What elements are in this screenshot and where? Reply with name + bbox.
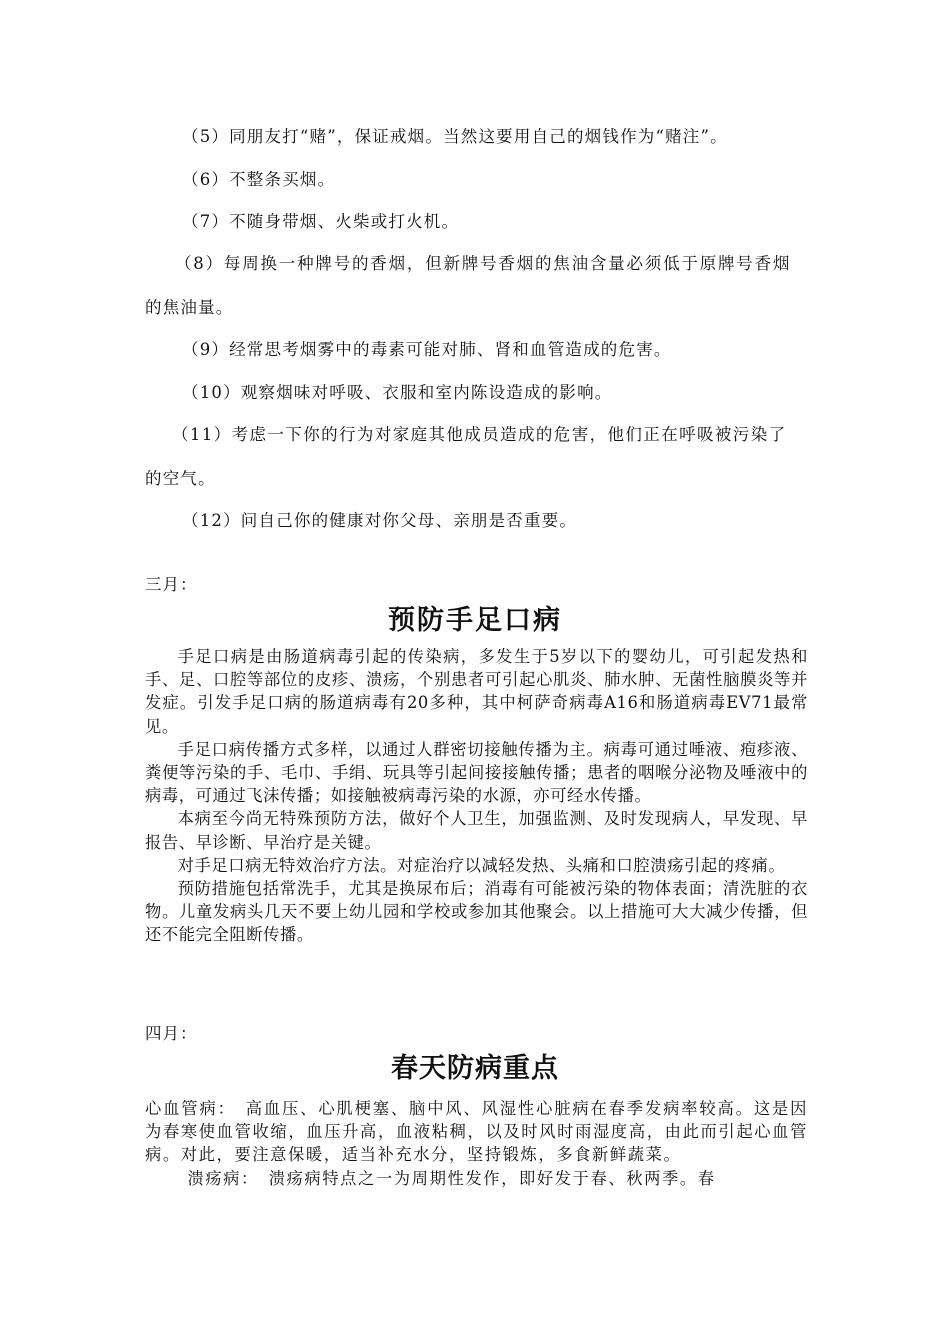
list-item: 的空气。 <box>145 469 216 488</box>
section-title-hfmd: 预防手足口病 <box>388 605 562 636</box>
paragraph: 手足口病是由肠道病毒引起的传染病，多发生于5岁以下的婴幼儿，可引起发热和手、足、口腔等部位的皮疹、溃疡，个别患者可引起心肌炎、肺水肿、无菌性脑膜炎等并发症。引发手足口病的肠道病毒有20多种，其中柯萨奇病毒A16和肠道病毒EV71最常见。 <box>145 647 808 736</box>
list-item: （8）每周换一种牌号的香烟，但新牌号香烟的焦油含量必须低于原牌号香烟 <box>175 254 792 273</box>
paragraph: 手足口病传播方式多样，以通过人群密切接触传播为主。病毒可通过唾液、疱疹液、粪便等污染的手、毛巾、手绢、玩具等引起间接接触传播；患者的咽喉分泌物及唾液中的病毒，可通过飞沫传播；如接触被病毒污染的水源，亦可经水传播。 <box>145 739 808 806</box>
month-label-march: 三月： <box>145 575 198 594</box>
section-title-spring: 春天防病重点 <box>391 1053 559 1084</box>
paragraph: 对手足口病无特效治疗方法。对症治疗以减轻发热、头痛和口腔溃疡引起的疼痛。 <box>177 855 786 875</box>
list-item: （11）考虑一下你的行为对家庭其他成员造成的危害，他们正在呼吸被污染了 <box>172 425 787 444</box>
list-item: （9）经常思考烟雾中的毒素可能对肺、肾和血管造成的危害。 <box>182 340 672 359</box>
paragraph: 心血管病： 高血压、心肌梗塞、脑中风、风湿性心脏病在春季发病率较高。这是因为春寒使血管收缩，血压升高，血液粘稠，以及时风时雨湿度高，由此而引起心血管病。对此，要注意保暖，适当补充水分，坚持锻炼，多食新鲜蔬菜。 <box>145 1099 808 1165</box>
list-item: （10）观察烟味对呼吸、衣服和室内陈设造成的影响。 <box>182 383 613 402</box>
paragraph: 本病至今尚无特殊预防方法，做好个人卫生，加强监测、及时发现病人，早发现、早报告、早诊断、早治疗是关键。 <box>145 809 808 852</box>
paragraph: 预防措施包括常洗手，尤其是换尿布后；消毒有可能被污染的物体表面；清洗脏的衣物。儿童发病头几天不要上幼儿园和学校或参加其他聚会。以上措施可大大减少传播，但还不能完全阻断传播。 <box>145 879 808 945</box>
section-body-spring <box>145 1097 808 1190</box>
list-item: 的焦油量。 <box>145 298 234 317</box>
list-item: （12）问自己你的健康对你父母、亲朋是否重要。 <box>182 511 578 530</box>
list-item: （5）同朋友打“赌”，保证戒烟。当然这要用自己的烟钱作为“赌注”。 <box>182 127 728 146</box>
list-item: （7）不随身带烟、火柴或打火机。 <box>182 212 460 231</box>
month-label-april: 四月： <box>145 1024 198 1043</box>
section-body-hfmd <box>145 645 808 947</box>
list-item: （6）不整条买烟。 <box>182 170 336 189</box>
paragraph: 溃疡病： 溃疡病特点之一为周期性发作，即好发于春、秋两季。春 <box>187 1168 716 1188</box>
